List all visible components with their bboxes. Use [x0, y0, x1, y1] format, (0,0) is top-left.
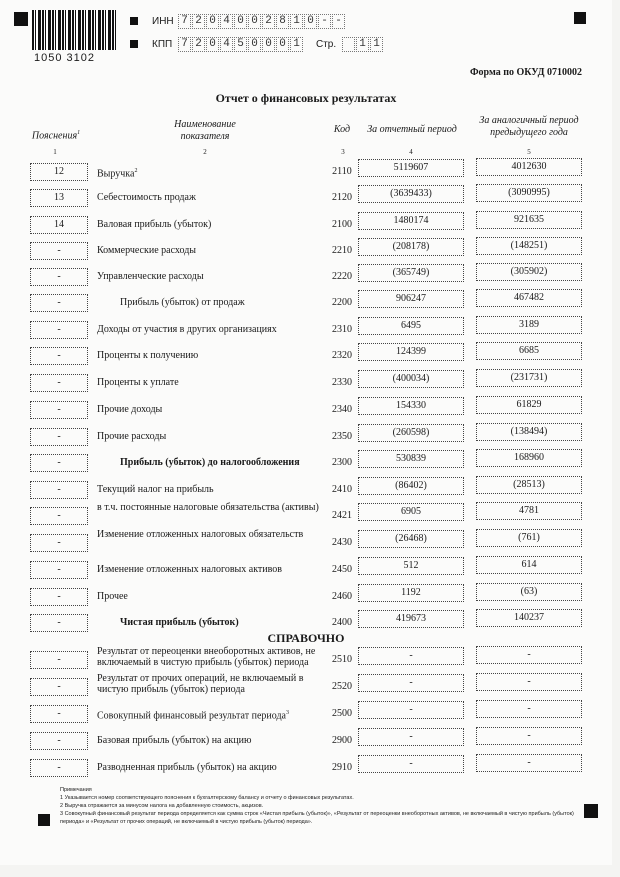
kpp-label: КПП [152, 39, 173, 50]
line-code: 2520 [332, 681, 352, 692]
line-code: 2220 [332, 271, 352, 282]
indicator-name-text: Чистая прибыль (убыток) [120, 617, 239, 628]
previous-period-value: 140237 [476, 609, 582, 627]
kpp-digit: 0 [262, 37, 275, 52]
indicator-name [97, 166, 327, 179]
current-period-value: - [358, 755, 464, 773]
footnote-2: 2 Выручка отражается за минусом налога на добавленную стоимость, акцизов. [60, 803, 264, 809]
current-period-value: 1480174 [358, 212, 464, 230]
previous-period-value: 61829 [476, 396, 582, 414]
line-code: 2900 [332, 735, 352, 746]
explanation-box: 14 [30, 216, 88, 234]
line-code: 2421 [332, 510, 352, 521]
explanation-box: - [30, 732, 88, 750]
explanation-box: - [30, 759, 88, 777]
inn-label: ИНН [152, 16, 174, 27]
kpp-digit: 0 [206, 37, 219, 52]
previous-period-value: 168960 [476, 449, 582, 467]
line-code: 2110 [332, 166, 352, 177]
page-label: Стр. [316, 39, 337, 50]
indicator-name-text: Проценты к получению [97, 350, 199, 361]
indicator-name-text: Выручка [97, 168, 135, 180]
form-code: Форма по ОКУД 0710002 [469, 67, 582, 78]
indicator-name-text: Валовая прибыль (убыток) [97, 219, 212, 230]
line-code: 2410 [332, 484, 352, 495]
previous-period-value: (28513) [476, 476, 582, 494]
header-marker [130, 17, 138, 25]
indicator-name-text: Результат от прочих операций, не включаемый в чистую прибыль (убыток) периода [97, 673, 304, 695]
footnote-marker: 1 [77, 130, 81, 136]
line-code: 2430 [332, 537, 352, 548]
explanation-box: - [30, 294, 88, 312]
inn-digit: 0 [304, 14, 317, 29]
column-header-code: Код [333, 124, 351, 135]
current-period-value: 154330 [358, 397, 464, 415]
line-code: 2120 [332, 192, 352, 203]
explanation-box: - [30, 481, 88, 499]
current-period-value: 512 [358, 557, 464, 575]
kpp-digit: 7 [178, 37, 191, 52]
indicator-name-text: Совокупный финансовый результат периода [97, 710, 286, 722]
page-digit: 1 [356, 37, 369, 52]
page-digit: 1 [370, 37, 383, 52]
footnote-marker: 2 [134, 168, 138, 174]
indicator-name [97, 404, 327, 415]
registration-mark-bottom-left [38, 814, 50, 826]
inn-digit: 1 [290, 14, 303, 29]
current-period-value: - [358, 701, 464, 719]
current-period-value: 6905 [358, 503, 464, 521]
line-code: 2320 [332, 350, 352, 361]
previous-period-value: 4012630 [476, 158, 582, 176]
indicator-name-text: Прочее [97, 591, 128, 602]
indicator-name-text: Разводненная прибыль (убыток) на акцию [97, 762, 277, 773]
current-period-value: (208178) [358, 238, 464, 256]
explanation-box: - [30, 242, 88, 260]
previous-period-value: 467482 [476, 289, 582, 307]
indicator-name [120, 297, 350, 308]
kpp-digit: 2 [192, 37, 205, 52]
explanation-box: - [30, 588, 88, 606]
registration-mark-top-right [574, 12, 586, 24]
inn-digit: 4 [220, 14, 233, 29]
indicator-name [97, 564, 327, 575]
inn-digit: 0 [206, 14, 219, 29]
previous-period-value: (761) [476, 529, 582, 547]
inn-digit: 0 [248, 14, 261, 29]
previous-period-value: - [476, 646, 582, 664]
column-number: 5 [527, 148, 531, 156]
current-period-value: (86402) [358, 477, 464, 495]
indicator-name [97, 431, 327, 442]
barcode [32, 10, 116, 50]
kpp-digit: 0 [276, 37, 289, 52]
explanation-box: - [30, 561, 88, 579]
explanation-box: - [30, 651, 88, 669]
current-period-value: 906247 [358, 290, 464, 308]
current-period-value: (26468) [358, 530, 464, 548]
indicator-name [97, 708, 327, 721]
indicator-name-text: Доходы от участия в других организациях [97, 324, 277, 335]
column-header-notes-text: Пояснения [31, 130, 78, 142]
inn-field [178, 14, 346, 29]
page-digit [342, 37, 355, 52]
current-period-value: (260598) [358, 424, 464, 442]
indicator-name-text: Базовая прибыль (убыток) на акцию [97, 735, 252, 746]
indicator-name-text: в т.ч. постоянные налоговые обязательства (активы) [97, 502, 319, 513]
reference-section-title: СПРАВОЧНО [267, 631, 345, 645]
header-marker [130, 40, 138, 48]
indicator-name [97, 762, 327, 773]
previous-period-value: (305902) [476, 263, 582, 281]
indicator-name-text: Прибыль (убыток) до налогообложения [120, 457, 300, 468]
previous-period-value: - [476, 700, 582, 718]
column-number: 3 [341, 148, 345, 156]
footnotes-title: Примечания [60, 787, 92, 793]
indicator-name [97, 192, 327, 203]
indicator-name [97, 350, 327, 361]
indicator-name [120, 617, 350, 628]
indicator-name [97, 502, 322, 513]
line-code: 2910 [332, 762, 352, 773]
kpp-digit: 5 [234, 37, 247, 52]
kpp-digit: 4 [220, 37, 233, 52]
current-period-value: - [358, 647, 464, 665]
column-header-previous: За аналогичный период предыдущего года [479, 115, 579, 138]
line-code: 2400 [332, 617, 352, 628]
previous-period-value: - [476, 673, 582, 691]
indicator-name-text: Коммерческие расходы [97, 245, 197, 256]
inn-digit: - [332, 14, 345, 29]
line-code: 2210 [332, 245, 352, 256]
column-number: 1 [53, 148, 57, 156]
indicator-name-text: Изменение отложенных налоговых обязательств [97, 529, 304, 540]
previous-period-value: 3189 [476, 316, 582, 334]
explanation-box: - [30, 428, 88, 446]
line-code: 2200 [332, 297, 352, 308]
barcode-number: 1050 3102 [34, 52, 95, 64]
line-code: 2350 [332, 431, 352, 442]
previous-period-value: 6685 [476, 342, 582, 360]
kpp-field [178, 37, 304, 52]
line-code: 2450 [332, 564, 352, 575]
column-number: 4 [409, 148, 413, 156]
line-code: 2500 [332, 708, 352, 719]
column-number: 2 [203, 148, 207, 156]
line-code: 2100 [332, 219, 352, 230]
explanation-box: - [30, 507, 88, 525]
inn-digit: 2 [192, 14, 205, 29]
explanation-box: - [30, 614, 88, 632]
previous-period-value: (138494) [476, 423, 582, 441]
indicator-name-text: Проценты к уплате [97, 377, 179, 388]
explanation-box: - [30, 374, 88, 392]
registration-mark-top-left [14, 12, 28, 26]
explanation-box: - [30, 678, 88, 696]
line-code: 2340 [332, 404, 352, 415]
current-period-value: 419673 [358, 610, 464, 628]
inn-digit: 7 [178, 14, 191, 29]
current-period-value: (365749) [358, 264, 464, 282]
document-title: Отчет о финансовых результатах [215, 91, 397, 105]
indicator-name-text: Изменение отложенных налоговых активов [97, 564, 283, 575]
explanation-box: 12 [30, 163, 88, 181]
registration-mark-bottom-right [584, 804, 598, 818]
previous-period-value: - [476, 754, 582, 772]
indicator-name [97, 673, 322, 695]
line-code: 2330 [332, 377, 352, 388]
current-period-value: - [358, 674, 464, 692]
indicator-name-text: Результат от переоценки внеоборотных активов, не включаемый в чистую прибыль (убыток) периода [97, 646, 316, 668]
line-code: 2310 [332, 324, 352, 335]
indicator-name [97, 271, 327, 282]
current-period-value: - [358, 728, 464, 746]
inn-digit: - [318, 14, 331, 29]
explanation-box: 13 [30, 189, 88, 207]
inn-digit: 2 [262, 14, 275, 29]
column-header-current: За отчетный период [367, 124, 457, 135]
page-number-field [342, 37, 384, 52]
current-period-value: (400034) [358, 370, 464, 388]
line-code: 2300 [332, 457, 352, 468]
column-header-notes [26, 127, 86, 142]
inn-digit: 0 [234, 14, 247, 29]
indicator-name [97, 484, 327, 495]
indicator-name [97, 591, 327, 602]
explanation-box: - [30, 401, 88, 419]
footnote-1: 1 Указывается номер соответствующего пояснения к бухгалтерскому балансу и отчету о финансовых результатах. [60, 795, 354, 801]
indicator-name-text: Прочие доходы [97, 404, 163, 415]
previous-period-value: (231731) [476, 369, 582, 387]
explanation-box: - [30, 454, 88, 472]
previous-period-value: 614 [476, 556, 582, 574]
current-period-value: (3639433) [358, 185, 464, 203]
indicator-name-text: Управленческие расходы [97, 271, 204, 282]
explanation-box: - [30, 705, 88, 723]
previous-period-value: 4781 [476, 502, 582, 520]
indicator-name [97, 377, 327, 388]
footnote-3: 3 Совокупный финансовый результат периода определяется как сумма строк «Чистая прибыль (убыток)», «Результат от переоценки внеоборотных активов, не включаемый в чистую прибыль (убыток) периода» и «Результат от прочих операций, не включаемый в чистую прибыль (убыток) периода». [60, 811, 574, 825]
previous-period-value: - [476, 727, 582, 745]
current-period-value: 530839 [358, 450, 464, 468]
explanation-box: - [30, 321, 88, 339]
current-period-value: 124399 [358, 343, 464, 361]
indicator-name-text: Прибыль (убыток) от продаж [120, 297, 245, 308]
explanation-box: - [30, 347, 88, 365]
kpp-digit: 1 [290, 37, 303, 52]
footnotes [60, 786, 580, 826]
column-header-name: Наименование показателя [174, 119, 236, 142]
indicator-name [97, 529, 322, 540]
previous-period-value: 921635 [476, 211, 582, 229]
line-code: 2460 [332, 591, 352, 602]
previous-period-value: (63) [476, 583, 582, 601]
previous-period-value: (3090995) [476, 184, 582, 202]
current-period-value: 6495 [358, 317, 464, 335]
indicator-name-text: Текущий налог на прибыль [97, 484, 214, 495]
inn-digit: 8 [276, 14, 289, 29]
indicator-name [97, 219, 327, 230]
indicator-name-text: Прочие расходы [97, 431, 167, 442]
previous-period-value: (148251) [476, 237, 582, 255]
kpp-digit: 0 [248, 37, 261, 52]
line-code: 2510 [332, 654, 352, 665]
explanation-box: - [30, 534, 88, 552]
indicator-name [120, 457, 350, 468]
explanation-box: - [30, 268, 88, 286]
current-period-value: 1192 [358, 584, 464, 602]
footnote-marker: 3 [285, 710, 289, 716]
indicator-name [97, 735, 327, 746]
current-period-value: 5119607 [358, 159, 464, 177]
indicator-name [97, 324, 327, 335]
indicator-name-text: Себестоимость продаж [97, 192, 196, 203]
indicator-name [97, 245, 327, 256]
indicator-name [97, 646, 322, 668]
